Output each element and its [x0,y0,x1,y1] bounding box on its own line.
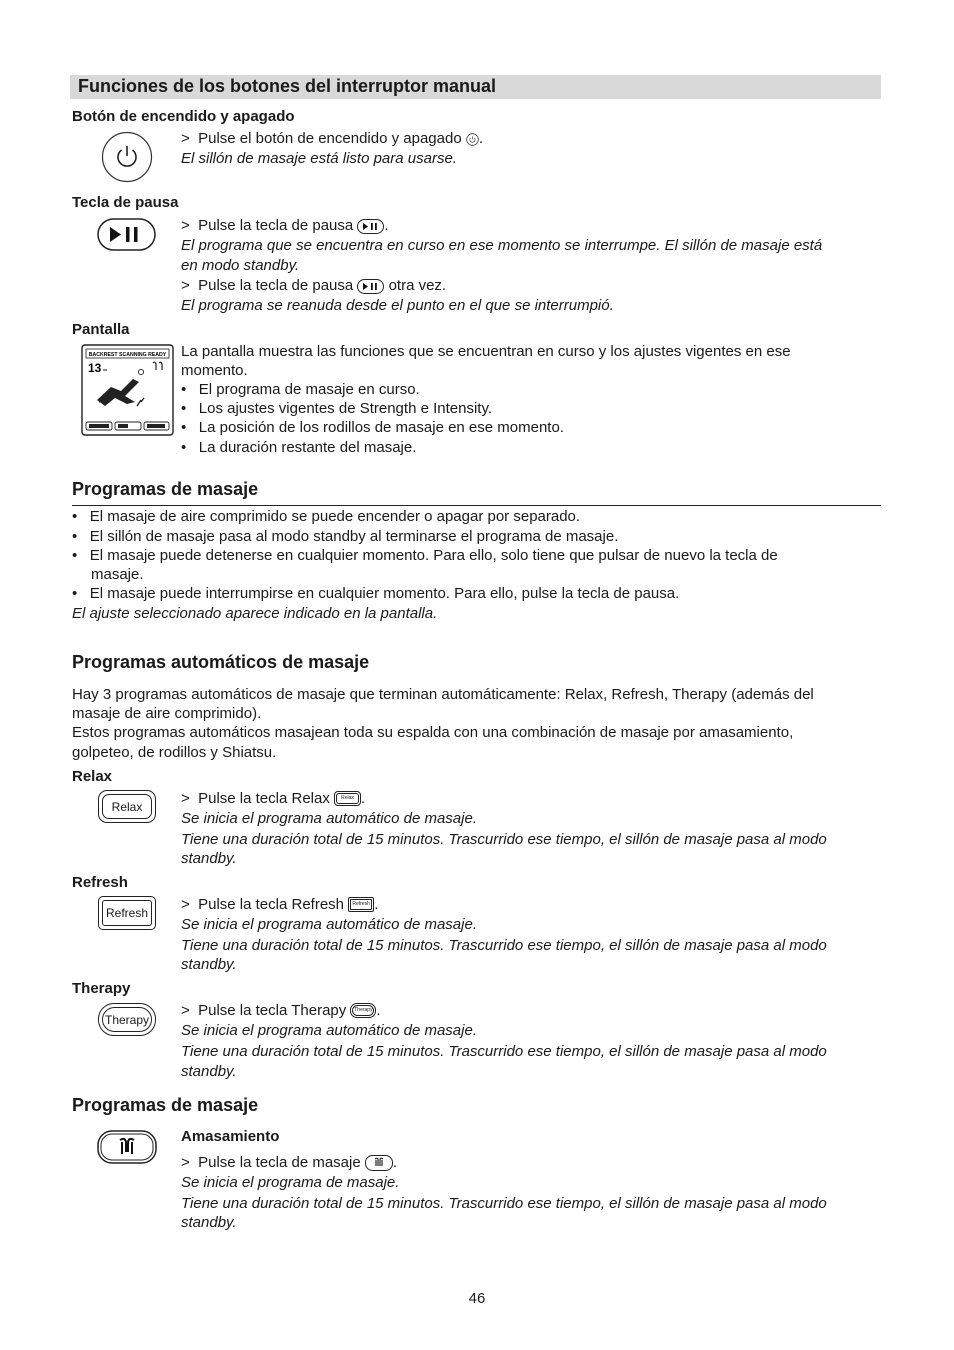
relax-result-2a: Tiene una duración total de 15 minutos. Trascurrido ese tiempo, el sillón de masaje pasa al modo [181,831,827,848]
lcd-status-text: BACKREST SCANNING READY [88,352,167,358]
display-bullet: • El programa de masaje en curso. [181,381,420,398]
pause-button-illustration [97,218,156,251]
display-bullet: • Los ajustes vigentes de Strength e Intensity. [181,400,492,417]
section2-note: El ajuste seleccionado aparece indicado en la pantalla. [72,605,438,622]
relax-key-icon: Relax [334,791,361,806]
section2-bullet: • El masaje puede interrumpirse en cualquier momento. Para ello, pulse la tecla de pausa. [72,585,680,602]
kneading-icon [97,1130,157,1164]
refresh-result-1: Se inicia el programa automático de masaje. [181,916,477,933]
section3-intro: Estos programas automáticos masajean toda su espalda con una combinación de masaje por amasamiento, [72,724,794,741]
section2-bullet: • El sillón de masaje pasa al modo standby al terminarse el programa de masaje. [72,528,619,545]
pause-result-1a: El programa que se encuentra en curso en ese momento se interrumpe. El sillón de masaje está [181,237,823,254]
kneading-button-illustration [97,1130,157,1164]
relax-heading: Relax [72,768,113,785]
page-number: 46 [468,1290,486,1307]
pause-result-2: El programa se reanuda desde el punto en el que se interrumpió. [181,297,614,314]
section3-intro: golpeteo, de rodillos y Shiatsu. [72,744,277,761]
section4-title: Programas de masaje [72,1095,259,1115]
pause-step-1: > Pulse la tecla de pausa . [181,217,389,234]
relax-step: > Pulse la tecla Relax Relax . [181,790,366,807]
display-heading: Pantalla [72,321,130,338]
therapy-result-2a: Tiene una duración total de 15 minutos. Trascurrido ese tiempo, el sillón de masaje pasa al modo [181,1043,827,1060]
section-title: Funciones de los botones del interruptor manual [78,76,497,96]
display-bullet: • La duración restante del masaje. [181,439,417,456]
relax-button-illustration [98,790,156,823]
refresh-button-illustration [98,896,156,930]
refresh-key-icon: Refresh [348,897,374,912]
therapy-button-label: Therapy [102,1007,152,1032]
lcd-screen-icon [81,344,174,436]
kneading-icon [365,1155,393,1171]
power-button-illustration [101,131,153,183]
power-result: El sillón de masaje está listo para usarse. [181,150,457,167]
lcd-number: 13 [88,361,102,375]
therapy-button-illustration [98,1003,156,1036]
section2-bullet-cont: masaje. [91,566,144,583]
pause-heading: Tecla de pausa [72,194,179,211]
therapy-step: > Pulse la tecla Therapy Therapy . [181,1002,381,1019]
section3-intro: masaje de aire comprimido). [72,705,262,722]
pause-result-1b: en modo standby. [181,257,300,274]
section3-intro: Hay 3 programas automáticos de masaje que terminan automáticamente: Relax, Refresh, Therapy (además del [72,686,814,703]
play-pause-icon [357,279,384,294]
power-icon [466,133,479,146]
kneading-result-2b: standby. [181,1214,237,1231]
section2-title: Programas de masaje [72,479,259,499]
power-heading: Botón de encendido y apagado [72,108,295,125]
power-step: > Pulse el botón de encendido y apagado . [181,130,484,147]
play-pause-icon [97,218,156,251]
power-icon [101,131,153,183]
display-intro-a: La pantalla muestra las funciones que se encuentran en curso y los ajustes vigentes en ese [181,343,791,360]
refresh-heading: Refresh [72,874,128,891]
therapy-heading: Therapy [72,980,131,997]
therapy-result-1: Se inicia el programa automático de masaje. [181,1022,477,1039]
refresh-step: > Pulse la tecla Refresh Refresh . [181,896,379,913]
therapy-result-2b: standby. [181,1063,237,1080]
section2-bullet: • El masaje puede detenerse en cualquier momento. Para ello, solo tiene que pulsar de nuevo la tecla de [72,547,778,564]
display-intro-b: momento. [181,362,248,379]
therapy-key-icon: Therapy [350,1003,376,1018]
relax-button-label: Relax [102,794,152,819]
display-bullet: • La posición de los rodillos de masaje en ese momento. [181,419,564,436]
relax-result-1: Se inicia el programa automático de masaje. [181,810,477,827]
section3-title: Programas automáticos de masaje [72,652,370,672]
relax-result-2b: standby. [181,850,237,867]
kneading-result-1: Se inicia el programa de masaje. [181,1174,400,1191]
kneading-result-2a: Tiene una duración total de 15 minutos. Trascurrido ese tiempo, el sillón de masaje pasa al modo [181,1195,827,1212]
play-pause-icon [357,219,384,234]
display-illustration [81,344,174,436]
pause-step-2: > Pulse la tecla de pausa otra vez. [181,277,447,294]
kneading-heading: Amasamiento [181,1128,280,1145]
kneading-step: > Pulse la tecla de masaje . [181,1154,398,1171]
refresh-button-label: Refresh [102,900,152,926]
refresh-result-2b: standby. [181,956,237,973]
section2-rule [72,505,881,506]
section2-bullet: • El masaje de aire comprimido se puede encender o apagar por separado. [72,508,581,525]
refresh-result-2a: Tiene una duración total de 15 minutos. Trascurrido ese tiempo, el sillón de masaje pasa al modo [181,937,827,954]
